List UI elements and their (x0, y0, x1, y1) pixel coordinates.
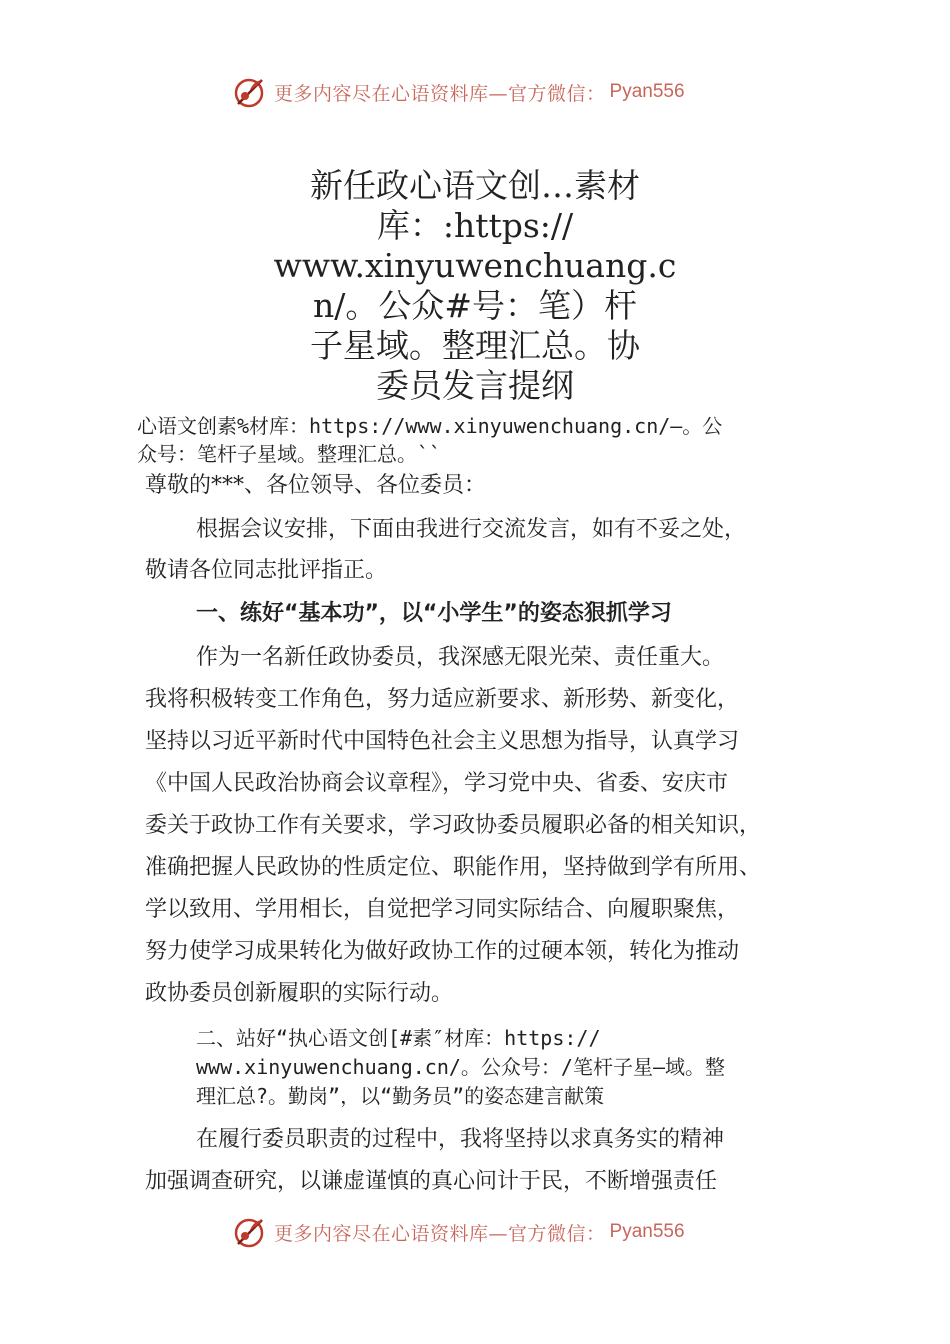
paragraph-line: 在履行委员职责的过程中，我将坚持以求真务实的精神 (196, 1127, 725, 1152)
title-line: www.xinyuwenchuang.c (273, 246, 677, 285)
section-heading: 一、练好“基本功”，以“小学生”的姿态狠抓学习 (196, 601, 672, 626)
quill-logo-icon (232, 1214, 268, 1250)
paragraph-line: 敬请各位同志批评指正。 (145, 558, 388, 583)
paragraph-line: 学以致用、学用相长，自觉把学习同实际结合、向履职聚焦， (145, 897, 740, 922)
section-heading-line: 二、站好“执心语文创[#素″材库：https:// (196, 1026, 601, 1050)
quill-logo-icon (232, 74, 268, 110)
title-line: 新任政心语文创…素材 (310, 166, 640, 205)
title-line: 库：:https:// (376, 206, 574, 245)
paragraph-line: 委关于政协工作有关要求，学习政协委员履职必备的相关知识， (145, 813, 762, 838)
paragraph-line: 政协委员创新履职的实际行动。 (145, 981, 454, 1006)
header-banner (232, 72, 685, 112)
source-line: 众号：笔杆子星域。整理汇总。`` (137, 442, 442, 466)
title-line: 子星域。整理汇总。协 (310, 326, 640, 365)
section-heading-line: 理汇总?。勤岗”，以“勤务员”的姿态建言献策 (196, 1084, 605, 1108)
title-line: 委员发言提纲 (376, 366, 574, 405)
title-line: n/。公众#号：笔）杆 (312, 286, 638, 325)
paragraph-line: 坚持以习近平新时代中国特色社会主义思想为指导，认真学习 (145, 729, 740, 754)
wechat-id: Pyan556 (609, 1221, 685, 1242)
paragraph-line: 作为一名新任政协委员，我深感无限光荣、责任重大。 (196, 645, 725, 670)
document-title (260, 166, 690, 406)
paragraph-line: 努力使学习成果转化为做好政协工作的过硬本领，转化为推动 (145, 939, 740, 964)
salutation: 尊敬的***、各位领导、各位委员： (145, 473, 487, 498)
paragraph-line: 准确把握人民政协的性质定位、职能作用，坚持做到学有所用、 (145, 855, 762, 880)
paragraph-line: 《中国人民政治协商会议章程》，学习党中央、省委、安庆市 (145, 771, 729, 796)
wechat-id: Pyan556 (609, 81, 685, 102)
footer-banner (232, 1212, 685, 1252)
section-heading-line: www.xinyuwenchuang.cn/。公众号：/笔杆子星—域。整 (196, 1055, 725, 1079)
paragraph-line: 根据会议安排，下面由我进行交流发言，如有不妥之处， (196, 517, 747, 542)
banner-text: 更多内容尽在心语资料库—官方微信： (274, 1222, 606, 1245)
paragraph-line: 加强调查研究，以谦虚谨慎的真心问计于民，不断增强责任 (145, 1169, 718, 1194)
banner-text: 更多内容尽在心语资料库—官方微信： (274, 82, 606, 105)
source-line: 心语文创素%材库：https://www.xinyuwenchuang.cn/—。公 (137, 414, 723, 438)
paragraph-line: 我将积极转变工作角色，努力适应新要求、新形势、新变化， (145, 687, 740, 712)
